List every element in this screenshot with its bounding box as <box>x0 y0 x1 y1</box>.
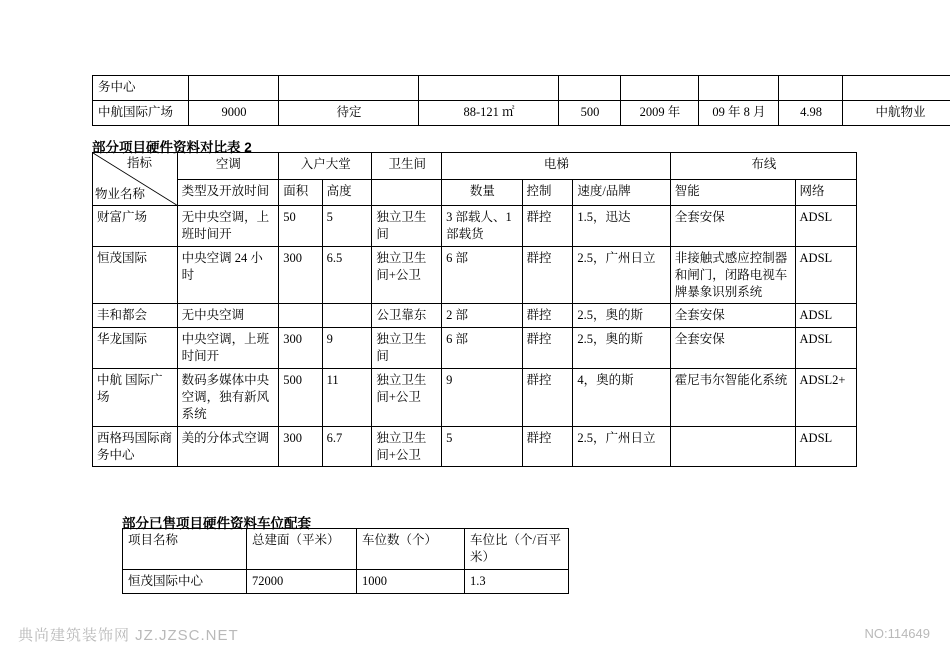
table-row <box>93 101 950 126</box>
cell <box>779 76 843 101</box>
cell-lobby-area: 300 <box>279 328 322 369</box>
cell: 09 年 8 月 <box>699 101 779 126</box>
cell-lobby-area <box>279 304 322 328</box>
cell-lobby-area: 50 <box>279 206 322 247</box>
cell: 88-121 ㎡ <box>419 101 559 126</box>
cell-lobby-height: 6.7 <box>322 426 372 467</box>
table-header-groups <box>93 153 857 180</box>
group-header-lobby: 入户大堂 <box>279 153 372 180</box>
header-property-label: 物业名称 <box>95 187 146 202</box>
section-caption-hardware-comparison: 部分项目硬件资料对比表 2 <box>92 140 252 155</box>
cell-property-name: 西格玛国际商务中心 <box>93 426 178 467</box>
cell-project-name: 恒茂国际中心 <box>123 570 247 594</box>
cell-elev-count: 6 部 <box>442 246 522 304</box>
subheader-wiring-smart: 智能 <box>670 179 795 206</box>
table-header-row <box>123 529 569 570</box>
table-row <box>93 76 950 101</box>
cell-toilet: 独立卫生间+公卫 <box>372 369 442 427</box>
cell-lobby-height: 6.5 <box>322 246 372 304</box>
subheader-elev-count: 数量 <box>442 179 522 206</box>
hardware-comparison-table <box>92 152 857 467</box>
cell-toilet: 独立卫生间+公卫 <box>372 426 442 467</box>
cell: 中航国际广场 <box>93 101 189 126</box>
cell-wiring-net: ADSL <box>795 206 856 247</box>
cell-elev-speed: 2.5，奥的斯 <box>573 328 670 369</box>
table-row <box>93 304 857 328</box>
cell-total-area: 72000 <box>247 570 357 594</box>
cell-wiring-net: ADSL2+ <box>795 369 856 427</box>
cell-ac: 美的分体式空调 <box>177 426 279 467</box>
cell-lobby-area: 500 <box>279 369 322 427</box>
cell-lobby-height: 5 <box>322 206 372 247</box>
subheader-elev-control: 控制 <box>522 179 573 206</box>
cell: 9000 <box>189 101 279 126</box>
cell-wiring-net: ADSL <box>795 304 856 328</box>
cell: 2009 年 <box>621 101 699 126</box>
cell: 4.98 <box>779 101 843 126</box>
subheader-elev-speed: 速度/品牌 <box>573 179 670 206</box>
cell-wiring-smart: 非接触式感应控制器和闸门，闭路电视车牌暴象识别系统 <box>670 246 795 304</box>
cell-elev-control: 群控 <box>522 206 573 247</box>
group-header-toilet: 卫生间 <box>372 153 442 180</box>
cell-ac: 中央空调，上班时间开 <box>177 328 279 369</box>
header-project-name: 项目名称 <box>123 529 247 570</box>
cell-elev-count: 5 <box>442 426 522 467</box>
cell-elev-count: 2 部 <box>442 304 522 328</box>
cell <box>189 76 279 101</box>
cell-elev-count: 9 <box>442 369 522 427</box>
cell-wiring-smart <box>670 426 795 467</box>
cell-toilet: 独立卫生间 <box>372 206 442 247</box>
subheader-lobby-height: 高度 <box>322 179 372 206</box>
cell-parking-count: 1000 <box>357 570 465 594</box>
header-metric-label: 指标 <box>127 156 153 170</box>
cell-elev-speed: 2.5，奥的斯 <box>573 304 670 328</box>
table-header-subs <box>93 179 857 206</box>
cell-property-name: 华龙国际 <box>93 328 178 369</box>
parking-table <box>122 528 569 594</box>
cell-lobby-height <box>322 304 372 328</box>
cell-property-name: 恒茂国际 <box>93 246 178 304</box>
group-header-wiring: 布线 <box>670 153 856 180</box>
table-row <box>93 426 857 467</box>
cell-elev-speed: 2.5，广州日立 <box>573 246 670 304</box>
cell-ac: 中央空调 24 小时 <box>177 246 279 304</box>
cell-ac: 数码多媒体中央空调，独有新风系统 <box>177 369 279 427</box>
table-row <box>93 369 857 427</box>
header-parking-count: 车位数（个） <box>357 529 465 570</box>
cell-elev-control: 群控 <box>522 304 573 328</box>
table-row <box>93 246 857 304</box>
cell: 待定 <box>279 101 419 126</box>
table-row <box>93 206 857 247</box>
cell-wiring-smart: 全套安保 <box>670 304 795 328</box>
table-row <box>123 570 569 594</box>
cell <box>279 76 419 101</box>
cell-property-name: 中航 国际广场 <box>93 369 178 427</box>
cell-elev-speed: 4，奥的斯 <box>573 369 670 427</box>
footer-document-number: NO:114649 <box>864 626 930 641</box>
cell <box>559 76 621 101</box>
cell-elev-count: 6 部 <box>442 328 522 369</box>
cell <box>699 76 779 101</box>
cell-wiring-smart: 全套安保 <box>670 328 795 369</box>
cell-lobby-area: 300 <box>279 426 322 467</box>
header-corner-cell <box>93 153 178 206</box>
cell-parking-ratio: 1.3 <box>465 570 569 594</box>
header-parking-ratio: 车位比（个/百平米） <box>465 529 569 570</box>
cell-lobby-height: 11 <box>322 369 372 427</box>
subheader-toilet <box>372 179 442 206</box>
cell-elev-speed: 2.5，广州日立 <box>573 426 670 467</box>
cell-elev-control: 群控 <box>522 369 573 427</box>
cell <box>419 76 559 101</box>
cell-elev-control: 群控 <box>522 426 573 467</box>
cell <box>843 76 950 101</box>
cell-elev-speed: 1.5，迅达 <box>573 206 670 247</box>
cell: 务中心 <box>93 76 189 101</box>
cell-wiring-smart: 霍尼韦尔智能化系统 <box>670 369 795 427</box>
footer-watermark-left: 典尚建筑装饰网 JZ.JZSC.NET <box>18 627 239 644</box>
cell-elev-count: 3 部载人、1 部载货 <box>442 206 522 247</box>
cell-ac: 无中央空调，上班时间开 <box>177 206 279 247</box>
subheader-lobby-area: 面积 <box>279 179 322 206</box>
cell: 中航物业 <box>843 101 950 126</box>
cell-wiring-net: ADSL <box>795 426 856 467</box>
cell-wiring-smart: 全套安保 <box>670 206 795 247</box>
cell-lobby-height: 9 <box>322 328 372 369</box>
cell-wiring-net: ADSL <box>795 328 856 369</box>
section-caption-parking: 部分已售项目硬件资料车位配套 <box>122 516 311 531</box>
cell-toilet: 独立卫生间 <box>372 328 442 369</box>
cell-ac: 无中央空调 <box>177 304 279 328</box>
cell <box>621 76 699 101</box>
cell-toilet: 独立卫生间+公卫 <box>372 246 442 304</box>
cell-wiring-net: ADSL <box>795 246 856 304</box>
group-header-elevator: 电梯 <box>442 153 671 180</box>
cell-elev-control: 群控 <box>522 246 573 304</box>
subheader-ac-type: 类型及开放时间 <box>177 179 279 206</box>
cell-lobby-area: 300 <box>279 246 322 304</box>
cell: 500 <box>559 101 621 126</box>
header-total-area: 总建面（平米） <box>247 529 357 570</box>
table-row <box>93 328 857 369</box>
cell-property-name: 丰和都会 <box>93 304 178 328</box>
group-header-ac: 空调 <box>177 153 279 180</box>
subheader-wiring-net: 网络 <box>795 179 856 206</box>
top-fragment-table <box>92 75 950 126</box>
cell-elev-control: 群控 <box>522 328 573 369</box>
cell-property-name: 财富广场 <box>93 206 178 247</box>
cell-toilet: 公卫靠东 <box>372 304 442 328</box>
